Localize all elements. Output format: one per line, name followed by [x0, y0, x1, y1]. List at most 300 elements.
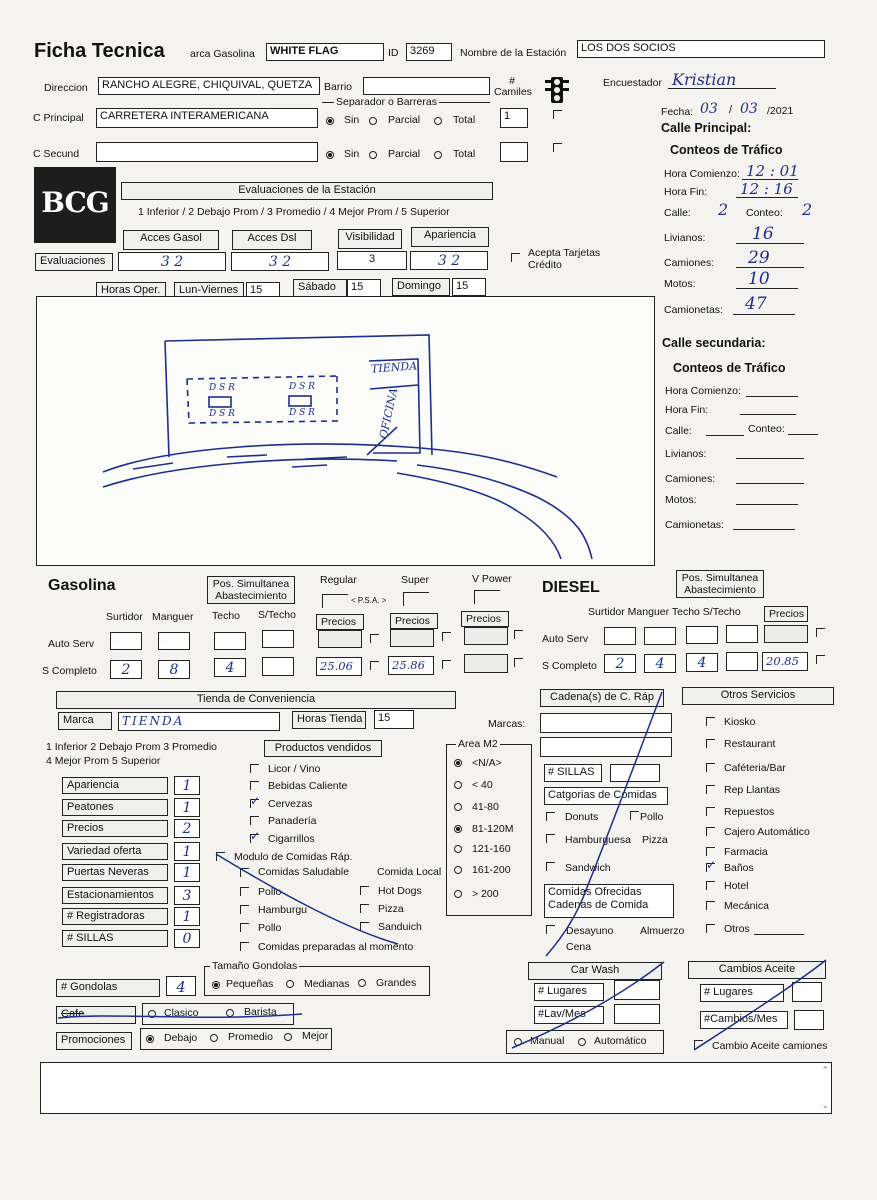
- lunvie-value[interactable]: 15: [246, 282, 280, 300]
- area-radio-3[interactable]: [454, 825, 462, 833]
- rating-label-1: Peatones: [62, 799, 168, 816]
- tarjetas-checkbox[interactable]: [511, 253, 520, 262]
- calle-principal-title: Calle Principal:: [661, 121, 752, 135]
- dsl-s-completo-label: S Completo: [542, 660, 597, 672]
- principal-parcial-label: Parcial: [388, 114, 421, 126]
- gas-manguer-header: Manguer: [152, 611, 194, 623]
- oficina-sketch-label: OFICINA: [377, 386, 401, 440]
- aceite-lugares-label: # Lugares: [700, 984, 784, 1002]
- hamburguesa-label: Hamburguesa: [565, 834, 631, 846]
- otros-label-0: Kiosko: [724, 716, 756, 728]
- tienda-legend-2: 4 Mejor Prom 5 Superior: [46, 755, 161, 767]
- camionetas-line: [733, 314, 795, 315]
- acces-gasol-label: Acces Gasol: [123, 230, 219, 250]
- dsl-as-precio[interactable]: [764, 625, 808, 643]
- dsl-sc-surtidor[interactable]: 2: [604, 654, 636, 673]
- dsl-sc-manguer[interactable]: 4: [644, 654, 676, 673]
- conteos-secundaria-title: Conteos de Tráfico: [673, 361, 786, 375]
- otros-field[interactable]: [754, 934, 804, 935]
- camiones-line: [736, 267, 804, 268]
- promociones-label: Promociones: [56, 1032, 132, 1050]
- vpower-label: V Power: [472, 573, 512, 585]
- mejor-label: Mejor: [302, 1030, 329, 1042]
- carwash-lav-label: #Lav/Mes: [534, 1006, 604, 1024]
- camiles-label: # Camiles: [494, 75, 532, 98]
- regular-precios-label: Precios: [316, 614, 364, 630]
- layout-canvas[interactable]: [36, 296, 655, 566]
- cafe-crossout: [56, 1008, 304, 1024]
- area-radio-4[interactable]: [454, 845, 462, 853]
- visibilidad-value[interactable]: 3: [337, 251, 407, 270]
- calle-secundaria-title: Calle secundaria:: [662, 336, 766, 350]
- gas-as-regular-check[interactable]: [370, 634, 379, 643]
- tarjetas-label: Acepta Tarjetas Crédito: [528, 247, 601, 271]
- producto-checkbox-1[interactable]: [250, 781, 259, 790]
- secund-field[interactable]: [96, 142, 318, 162]
- separador-label: Separador o Barreras: [336, 96, 437, 108]
- direccion-label: Direccion: [44, 82, 88, 94]
- sec-camionetas-field[interactable]: [733, 529, 795, 530]
- local-item-label-0: Hot Dogs: [378, 885, 422, 897]
- fecha-day[interactable]: 03: [700, 101, 718, 117]
- encuestador-line: [668, 88, 776, 89]
- cadenas-crossout: [540, 690, 666, 960]
- categorias-label: Catgorias de Comidas: [544, 787, 668, 805]
- principal-sin-label: Sin: [344, 114, 360, 126]
- dispenser-1-bottom: D S R: [209, 409, 235, 419]
- otros-checkbox-10[interactable]: [706, 924, 715, 933]
- otros-checkbox-7[interactable]: [706, 863, 715, 872]
- manual-label: Manual: [530, 1035, 565, 1047]
- rating-value-7[interactable]: 0: [174, 929, 200, 948]
- gasolina-title: Gasolina: [48, 577, 116, 594]
- bcg-logo-text: BCG: [41, 186, 109, 219]
- livianos-label: Livianos:: [664, 232, 706, 244]
- modulo-crossout: [212, 848, 402, 948]
- debajo-radio[interactable]: [146, 1035, 154, 1043]
- horas-tienda-value[interactable]: 15: [374, 710, 414, 729]
- gas-sc-precio-regular[interactable]: 25.06: [316, 657, 362, 676]
- otros-checkbox-9[interactable]: [706, 901, 715, 910]
- local-item-label-1: Pizza: [378, 903, 404, 915]
- secund-carriles-field[interactable]: [500, 142, 528, 162]
- camiones-value[interactable]: 29: [748, 248, 770, 268]
- rating-value-4[interactable]: 1: [174, 863, 200, 882]
- desayuno-label: Desayuno: [566, 925, 614, 937]
- sec-hora-comienzo-field[interactable]: [746, 396, 798, 397]
- dsl-as-stecho[interactable]: [726, 625, 758, 643]
- principal-label: C Principal: [33, 112, 84, 124]
- cadenas-title: Cadena(s) de C. Ráp: [540, 689, 664, 707]
- marcas-label: Marcas:: [488, 718, 526, 730]
- gas-sc-regular-check[interactable]: [370, 661, 379, 670]
- encuestador-value[interactable]: Kristian: [672, 70, 737, 89]
- sec-camiones-field[interactable]: [736, 483, 804, 484]
- pequenas-label: Pequeñas: [226, 978, 274, 990]
- domingo-label: Domingo: [392, 278, 450, 296]
- acces-gasol-value[interactable]: 3 2: [118, 252, 226, 271]
- pequenas-radio[interactable]: [212, 981, 220, 989]
- otros-label-5: Cajero Automático: [724, 826, 810, 838]
- domingo-value[interactable]: 15: [452, 278, 486, 296]
- producto-label-1: Bebidas Caliente: [268, 780, 348, 792]
- otros-label-7: Baños: [724, 862, 754, 874]
- producto-label-0: Licor / Vino: [268, 763, 321, 775]
- rating-value-0[interactable]: 1: [174, 776, 200, 795]
- bcg-logo: [34, 167, 116, 243]
- calle-label: Calle:: [664, 207, 691, 219]
- acces-dsl-label: Acces Dsl: [232, 230, 312, 250]
- secund-sin-radio[interactable]: [326, 151, 334, 159]
- fecha-sep: /: [729, 104, 733, 116]
- area-label-2: 41-80: [472, 801, 499, 813]
- carwash-crossout: [508, 960, 668, 1052]
- ofrecidas-label: Comidas Ofrecidas Cadenas de Comida: [544, 884, 674, 918]
- otros-checkbox-8[interactable]: [706, 881, 715, 890]
- dispenser-1-top: D S R: [209, 383, 235, 393]
- super-precios-label: Precios: [390, 613, 438, 629]
- producto-checkbox-3[interactable]: [250, 816, 259, 825]
- area-label-3: 81-120M: [472, 823, 514, 835]
- gondolas-value[interactable]: 4: [166, 976, 196, 996]
- sec-camiones-label: Camiones:: [665, 473, 716, 485]
- dsl-as-techo[interactable]: [686, 626, 718, 644]
- aceite-title: Cambios Aceite: [688, 961, 826, 979]
- livianos-value[interactable]: 16: [752, 224, 774, 244]
- gas-sc-surtidor[interactable]: 2: [110, 660, 142, 679]
- mejor-radio[interactable]: [284, 1033, 292, 1041]
- area-label-6: > 200: [472, 888, 499, 900]
- id-field[interactable]: 3269: [406, 43, 452, 61]
- otros-checkbox-4[interactable]: [706, 807, 715, 816]
- cafe-label: Cafe: [56, 1006, 136, 1024]
- area-title: Area M2: [458, 738, 498, 750]
- almuerzo-label: Almuerzo: [640, 925, 685, 937]
- automatico-label: Automático: [594, 1035, 647, 1047]
- otros-label-2: Caféteria/Bar: [724, 762, 786, 774]
- super-label: Super: [401, 574, 430, 586]
- dispenser-2-top: D S R: [289, 382, 315, 392]
- dsl-as-manguer[interactable]: [644, 627, 676, 645]
- otros-checkbox-1[interactable]: [706, 739, 715, 748]
- gas-sc-precio-vpower[interactable]: [464, 654, 508, 673]
- modulo-label: Modulo de Comidas Ráp.: [234, 851, 353, 863]
- tienda-marca-label: Marca: [58, 712, 112, 730]
- gas-as-precio-vpower[interactable]: [464, 627, 508, 645]
- dsl-as-surtidor[interactable]: [604, 627, 636, 645]
- otros-label-10: Otros: [724, 923, 750, 935]
- gas-as-techo[interactable]: [214, 632, 246, 650]
- direccion-field[interactable]: RANCHO ALEGRE, CHIQUIVAL, QUETZA: [98, 77, 320, 95]
- rating-label-6: # Registradoras: [62, 908, 168, 925]
- gas-s-completo-label: S Completo: [42, 665, 97, 677]
- gas-as-vpower-check[interactable]: [514, 630, 523, 639]
- dsl-auto-serv-label: Auto Serv: [542, 633, 589, 645]
- dsl-precios-label: Precios: [764, 606, 808, 622]
- principal-carriles-field[interactable]: 1: [500, 108, 528, 128]
- dsl-as-check[interactable]: [816, 628, 825, 637]
- barista-label: Barista: [244, 1006, 277, 1018]
- rating-label-4: Puertas Neveras: [62, 864, 168, 881]
- notes-scroll-up-icon[interactable]: ⌃: [821, 1065, 829, 1075]
- medianas-label: Medianas: [304, 978, 350, 990]
- sec-hora-comienzo-label: Hora Comienzo:: [665, 385, 741, 397]
- gas-stecho-header: S/Techo: [258, 609, 296, 621]
- conteo-label: Conteo:: [746, 207, 783, 219]
- livianos-line: [736, 243, 804, 244]
- promedio-radio[interactable]: [210, 1034, 218, 1042]
- encuestador-label: Encuestador: [603, 77, 662, 89]
- sandwich-label: Sandwich: [565, 862, 611, 874]
- saludable-item-label-1: Hamburgu: [258, 904, 308, 916]
- preparadas-label: Comidas preparadas al momento: [258, 941, 414, 953]
- dsl-sc-precio[interactable]: 20.85: [762, 652, 808, 671]
- donuts-label: Donuts: [565, 811, 599, 823]
- sabado-label: Sábado: [293, 279, 347, 297]
- principal-semaforo-checkbox[interactable]: [553, 110, 562, 119]
- area-label-5: 161-200: [472, 864, 511, 876]
- evaluaciones-legend: 1 Inferior / 2 Debajo Prom / 3 Promedio / 4 Mejor Prom / 5 Superior: [138, 206, 450, 218]
- sabado-value[interactable]: 15: [347, 279, 381, 297]
- estacion-label: Nombre de la Estación: [460, 47, 567, 59]
- tienda-sketch-label: TIENDA: [370, 359, 418, 376]
- productos-title: Productos vendidos: [264, 740, 382, 757]
- secund-sin-label: Sin: [344, 148, 360, 160]
- principal-parcial-radio[interactable]: [369, 117, 377, 125]
- area-radio-2[interactable]: [454, 803, 462, 811]
- gas-sc-manguer[interactable]: 8: [158, 660, 190, 679]
- producto-checkbox-0[interactable]: [250, 764, 259, 773]
- producto-label-2: Cervezas: [268, 798, 313, 810]
- hora-fin-label: Hora Fin:: [664, 186, 708, 198]
- evaluaciones-row-label: Evaluaciones: [35, 253, 113, 271]
- gas-sc-super-check[interactable]: [442, 660, 451, 669]
- secund-parcial-label: Parcial: [388, 148, 421, 160]
- cadenas-sillas-label: # SILLAS: [544, 764, 602, 782]
- aceite-crossout: [690, 958, 830, 1054]
- layout-sketch: [37, 297, 656, 567]
- otros-checkbox-3[interactable]: [706, 785, 715, 794]
- notes-scroll-down-icon[interactable]: ⌄: [821, 1100, 829, 1110]
- otros-checkbox-2[interactable]: [706, 763, 715, 772]
- regular-label: Regular: [320, 574, 357, 586]
- sec-camionetas-label: Camionetas:: [665, 519, 724, 531]
- motos-label: Motos:: [664, 278, 696, 290]
- gas-pos-simultanea: Pos. Simultanea Abastecimiento: [207, 576, 295, 604]
- medianas-radio[interactable]: [286, 980, 294, 988]
- sec-hora-fin-label: Hora Fin:: [665, 404, 709, 416]
- secund-semaforo-checkbox[interactable]: [553, 143, 562, 152]
- apariencia-label: Apariencia: [411, 227, 489, 247]
- otros-label-4: Repuestos: [724, 806, 775, 818]
- rating-label-3: Variedad oferta: [62, 843, 168, 860]
- psa-label: < P.S.A. >: [351, 596, 387, 605]
- hora-fin-line: [736, 197, 798, 198]
- area-radio-0[interactable]: [454, 759, 462, 767]
- conteos-principal-title: Conteos de Tráfico: [670, 143, 783, 157]
- producto-label-3: Panadería: [268, 815, 317, 827]
- rating-label-2: Precios: [62, 820, 168, 837]
- barrio-label: Barrio: [324, 81, 353, 93]
- area-radio-5[interactable]: [454, 866, 462, 874]
- camionetas-value[interactable]: 47: [745, 294, 767, 314]
- marca-gasolina-label: arca Gasolina: [190, 48, 255, 60]
- rating-value-5[interactable]: 3: [174, 886, 200, 905]
- secund-total-label: Total: [453, 148, 476, 160]
- gas-sc-stecho[interactable]: [262, 657, 294, 676]
- traffic-light-icon: [544, 76, 570, 104]
- sec-livianos-field[interactable]: [736, 458, 804, 459]
- dsl-header-cols: Surtidor Manguer Techo S/Techo: [588, 606, 741, 618]
- rating-label-0: Apariencia: [62, 777, 168, 794]
- area-radio-6[interactable]: [454, 890, 462, 898]
- hora-comienzo-label: Hora Comienzo:: [664, 168, 740, 180]
- rating-label-7: # SILLAS: [62, 930, 168, 947]
- secund-total-radio[interactable]: [434, 151, 442, 159]
- area-radio-1[interactable]: [454, 781, 462, 789]
- tienda-title: Tienda de Conveniencia: [56, 691, 456, 709]
- gas-sc-techo[interactable]: 4: [214, 658, 246, 677]
- otros-label-6: Farmacia: [724, 846, 768, 858]
- aceite-cambios-label: #Cambios/Mes: [700, 1011, 788, 1029]
- aceite-camiones-label: Cambio Aceite camiones: [712, 1040, 828, 1052]
- lunvie-label: Lun-Viernes: [174, 282, 244, 300]
- promedio-label: Promedio: [228, 1031, 273, 1043]
- grandes-label: Grandes: [376, 977, 417, 989]
- principal-sin-radio[interactable]: [326, 117, 334, 125]
- area-label-0: <N/A>: [472, 757, 502, 769]
- producto-checkbox-4[interactable]: [250, 834, 259, 843]
- secund-parcial-radio[interactable]: [369, 151, 377, 159]
- gas-as-precio-super[interactable]: [390, 629, 434, 647]
- gondolas-label: # Gondolas: [56, 979, 160, 997]
- principal-total-radio[interactable]: [434, 117, 442, 125]
- apariencia-value[interactable]: 3 2: [410, 251, 488, 270]
- otros-checkbox-6[interactable]: [706, 847, 715, 856]
- grandes-radio[interactable]: [358, 979, 366, 987]
- otros-checkbox-5[interactable]: [706, 827, 715, 836]
- carwash-lugares-label: # Lugares: [534, 983, 604, 1001]
- otros-label-9: Mecánica: [724, 900, 769, 912]
- pollo-cr-label: Pollo: [640, 811, 664, 823]
- gas-as-precio-regular[interactable]: [318, 630, 362, 648]
- fecha-month[interactable]: 03: [740, 101, 758, 117]
- rating-value-3[interactable]: 1: [174, 842, 200, 861]
- dsl-sc-check[interactable]: [816, 655, 825, 664]
- sec-calle-field[interactable]: [706, 435, 744, 436]
- rating-label-5: Estacionamientos: [62, 887, 168, 904]
- dispenser-2-bottom: D S R: [289, 408, 315, 418]
- principal-field[interactable]: CARRETERA INTERAMERICANA: [96, 108, 318, 128]
- sec-motos-field[interactable]: [736, 504, 798, 505]
- hora-fin-value[interactable]: 12 : 16: [740, 180, 793, 198]
- sec-conteo-label: Conteo:: [748, 423, 785, 435]
- tamano-title: Tamaño Gondolas: [212, 960, 298, 972]
- super-psa-box[interactable]: [403, 592, 429, 606]
- gas-as-surtidor[interactable]: [110, 632, 142, 650]
- visibilidad-label: Visibilidad: [338, 229, 402, 249]
- otros-checkbox-0[interactable]: [706, 717, 715, 726]
- saludable-item-label-2: Pollo: [258, 922, 282, 934]
- gas-auto-serv-label: Auto Serv: [48, 638, 95, 650]
- horas-tienda-label: Horas Tienda: [292, 711, 366, 729]
- sec-calle-label: Calle:: [665, 425, 692, 437]
- evaluaciones-title: Evaluaciones de la Estación: [121, 182, 493, 200]
- gas-techo-header: Techo: [212, 610, 241, 622]
- form-title: Ficha Tecnica: [34, 40, 165, 62]
- gas-as-super-check[interactable]: [442, 632, 451, 641]
- otros-label-8: Hotel: [724, 880, 749, 892]
- sec-motos-label: Motos:: [665, 494, 697, 506]
- regular-psa-box[interactable]: [322, 594, 348, 608]
- cena-label: Cena: [566, 941, 592, 953]
- comida-local-label: Comida Local: [377, 866, 442, 878]
- gas-surtidor-header: Surtidor: [106, 611, 143, 623]
- producto-checkbox-2[interactable]: [250, 799, 259, 808]
- sec-hora-fin-field[interactable]: [740, 414, 796, 415]
- camiones-label: Camiones:: [664, 257, 715, 269]
- secund-label: C Secund: [33, 148, 80, 160]
- id-label: ID: [388, 47, 399, 59]
- gas-sc-precio-super[interactable]: 25.86: [388, 656, 434, 675]
- area-label-4: 121-160: [472, 843, 511, 855]
- camionetas-label: Camionetas:: [664, 304, 723, 316]
- dsl-sc-techo[interactable]: 4: [686, 653, 718, 672]
- otros-title: Otros Servicios: [682, 687, 834, 705]
- rating-value-1[interactable]: 1: [174, 798, 200, 817]
- barrio-field[interactable]: [363, 77, 490, 95]
- vpower-precios-label: Precios: [461, 611, 509, 627]
- conteo-value[interactable]: 2: [802, 200, 813, 219]
- motos-line: [736, 288, 798, 289]
- notes-field[interactable]: [40, 1062, 832, 1114]
- tienda-legend-1: 1 Inferior 2 Debajo Prom 3 Promedio: [46, 741, 217, 753]
- gas-as-stecho[interactable]: [262, 630, 294, 648]
- gas-sc-vpower-check[interactable]: [514, 658, 523, 667]
- fecha-label: Fecha:: [661, 106, 694, 118]
- estacion-field[interactable]: LOS DOS SOCIOS: [577, 40, 825, 58]
- otros-label-1: Restaurant: [724, 738, 776, 750]
- local-item-label-2: Sanduich: [378, 921, 422, 933]
- rating-value-2[interactable]: 2: [174, 819, 200, 838]
- rating-value-6[interactable]: 1: [174, 907, 200, 926]
- debajo-label: Debajo: [164, 1032, 198, 1044]
- motos-value[interactable]: 10: [748, 269, 770, 289]
- sec-livianos-label: Livianos:: [665, 448, 707, 460]
- pizza-cr-label: Pizza: [642, 834, 668, 846]
- carwash-title: Car Wash: [528, 962, 662, 980]
- otros-label-3: Rep Llantas: [724, 784, 781, 796]
- saludable-item-label-0: Pollo: [258, 886, 282, 898]
- clasico-label: Clasico: [164, 1007, 199, 1019]
- diesel-title: DIESEL: [542, 579, 600, 596]
- tienda-marca-value[interactable]: TIENDA: [118, 712, 280, 731]
- area-label-1: < 40: [472, 779, 493, 791]
- dsl-sc-stecho[interactable]: [726, 652, 758, 671]
- principal-total-label: Total: [453, 114, 476, 126]
- saludable-label: Comidas Saludable: [258, 866, 350, 878]
- producto-label-4: Cigarrillos: [268, 833, 315, 845]
- gas-as-manguer[interactable]: [158, 632, 190, 650]
- hora-comienzo-value[interactable]: 12 : 01: [746, 162, 799, 180]
- marca-gasolina-field[interactable]: WHITE FLAG: [266, 43, 384, 61]
- acces-dsl-value[interactable]: 3 2: [231, 252, 329, 271]
- vpower-psa-box[interactable]: [474, 590, 500, 604]
- sec-conteo-field[interactable]: [788, 434, 818, 435]
- horas-oper-label: Horas Oper.: [96, 282, 166, 300]
- dsl-pos-simultanea: Pos. Simultanea Abastecimiento: [676, 570, 764, 598]
- calle-value[interactable]: 2: [718, 200, 729, 219]
